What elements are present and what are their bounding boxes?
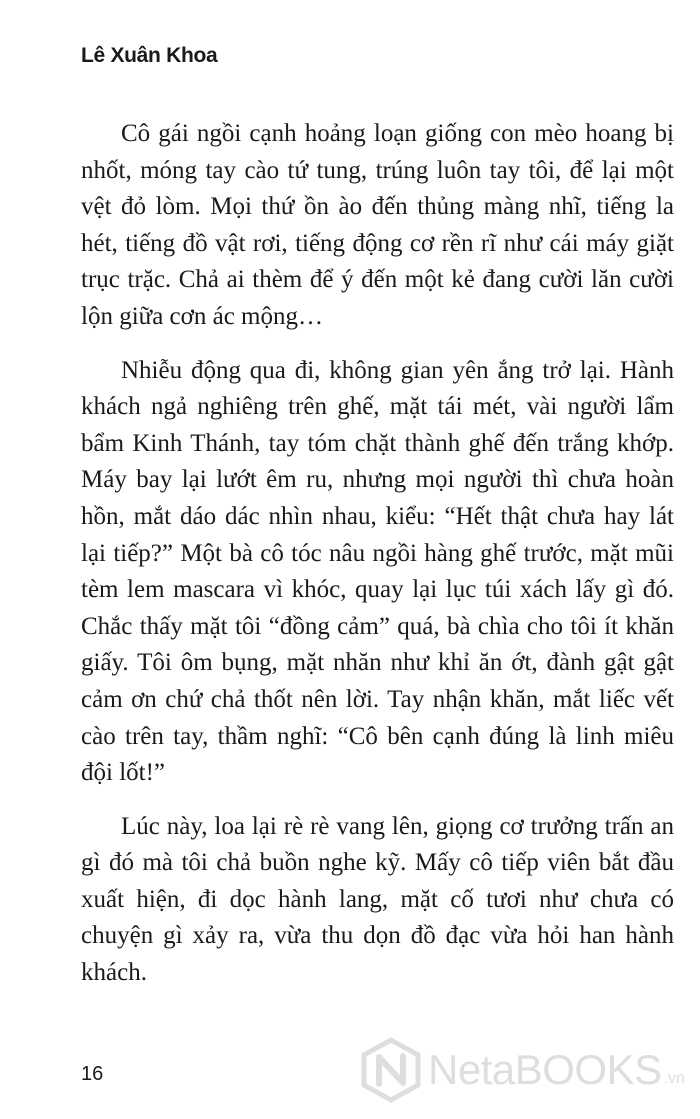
- watermark-brand: NetaBOOKS: [428, 1046, 662, 1093]
- page-number: 16: [81, 1063, 104, 1085]
- paragraph-1: Cô gái ngồi cạnh hoảng loạn giống con mèo hoang bị nhốt, móng tay cào tứ tung, trúng luôn tay tôi, để lại một vệt đỏ lòm. Mọi thứ ồn ào đến thủng màng nhĩ, tiếng la hét, tiếng đồ vật rơi, tiếng động cơ rền rĩ như cái máy giặt trục trặc. Chả ai thèm để ý đến một kẻ đang cười lăn cười lộn giữa cơn ác mộng…: [81, 120, 674, 330]
- watermark-suffix: .vn: [663, 1070, 685, 1087]
- watermark: [360, 1036, 685, 1104]
- paragraph-3: Lúc này, loa lại rè rè vang lên, giọng cơ trưởng trấn an gì đó mà tôi chả buồn nghe kỹ. Mấy cô tiếp viên bắt đầu xuất hiện, đi dọc hành lang, mặt cố tươi như chưa có chuyện gì xảy ra, vừa thu dọn đồ đạc vừa hỏi han hành khách.: [81, 812, 674, 987]
- body-text: [81, 116, 674, 1009]
- running-head-author: Lê Xuân Khoa: [81, 44, 218, 67]
- hexagon-n-logo-icon: [360, 1037, 422, 1103]
- paragraph-2: Nhiễu động qua đi, không gian yên ắng trở lại. Hành khách ngả nghiêng trên ghế, mặt tái mét, vài người lẩm bẩm Kinh Thánh, tay tóm chặt thành ghế đến trắng khớp. Máy bay lại lướt êm ru, nhưng mọi người thì chưa hoàn hồn, mắt dáo dác nhìn nhau, kiểu: “Hết thật chưa hay lát lại tiếp?” Một bà cô tóc nâu ngồi hàng ghế trước, mặt mũi tèm lem mascara vì khóc, quay lại lục túi xách lấy gì đó. Chắc thấy mặt tôi “đồng cảm” quá, bà chìa cho tôi ít khăn giấy. Tôi ôm bụng, mặt nhăn như khỉ ăn ớt, đành gật gật cảm ơn chứ chả thốt nên lời. Tay nhận khăn, mắt liếc vết cào trên tay, thầm nghĩ: “Cô bên cạnh đúng là linh miêu đội lốt!”: [81, 356, 674, 787]
